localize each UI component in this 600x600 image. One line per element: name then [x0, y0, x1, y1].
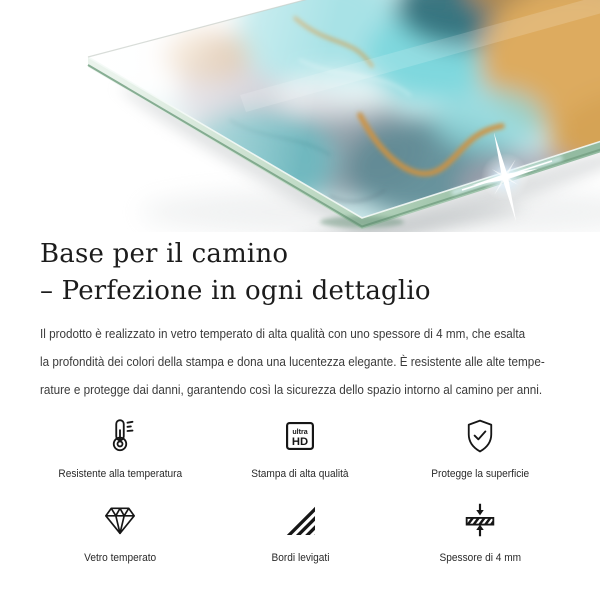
polished-edges-icon — [280, 500, 320, 540]
title-line-1: Base per il camino — [40, 239, 289, 269]
description-line: la profondità dei colori della stampa e dona una lucentezza elegante. È resistente alle alte tempe- — [40, 354, 545, 369]
hero-product-image — [0, 0, 600, 232]
feature-polished-edges — [210, 498, 390, 564]
description-line: rature e protegge dai danni, garantendo così la sicurezza dello spazio intorno al camino per anni. — [40, 382, 543, 397]
feature-label: Bordi levigati — [271, 552, 329, 564]
title-line-2: – Perfezione in ogni dettaglio — [40, 276, 431, 306]
svg-text:ultra: ultra — [292, 427, 308, 436]
diamond-icon — [100, 500, 140, 540]
product-description — [40, 320, 585, 404]
thickness-press-icon — [460, 500, 500, 540]
feature-thickness — [390, 498, 570, 564]
feature-label: Spessore di 4 mm — [439, 552, 521, 564]
feature-label: Vetro temperato — [83, 552, 157, 564]
feature-label: Protegge la superficie — [431, 468, 529, 480]
feature-tempered-glass — [30, 498, 210, 564]
feature-surface-protection — [390, 414, 570, 480]
feature-label: Stampa di alta qualità — [251, 468, 349, 480]
page-title — [40, 236, 600, 310]
feature-temperature-resistant — [30, 414, 210, 480]
ultra-hd-icon — [280, 416, 320, 456]
description-line: Il prodotto è realizzato in vetro temperato di alta qualità con uno spessore di 4 mm, che esalta — [40, 326, 526, 341]
svg-text:HD: HD — [291, 435, 309, 448]
feature-label: Resistente alla temperatura — [58, 468, 182, 480]
thermometer-icon — [100, 416, 140, 456]
shield-check-icon — [460, 416, 500, 456]
features-grid — [30, 414, 570, 564]
feature-print-quality — [210, 414, 390, 480]
